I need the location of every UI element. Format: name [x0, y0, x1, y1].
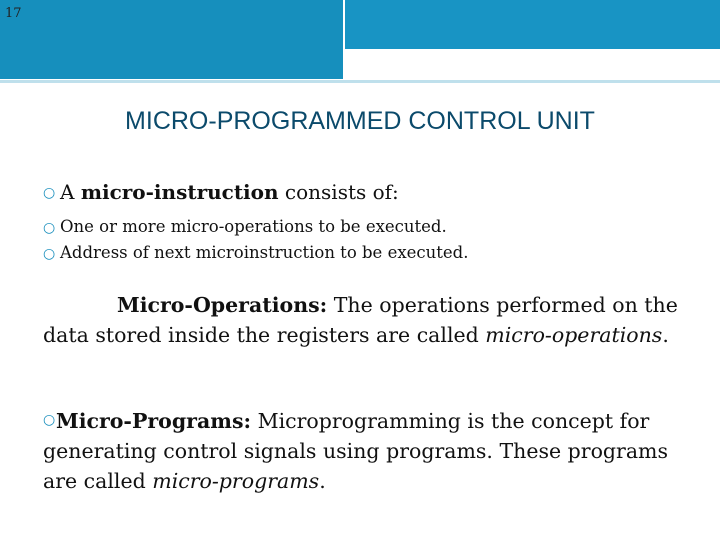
micro-programs-term: Micro-Programs:: [56, 409, 252, 433]
slide-title: MICRO-PROGRAMMED CONTROL UNIT: [125, 107, 595, 135]
open-circle-bullet-icon: ○: [43, 185, 56, 201]
slide-number: 17: [5, 6, 22, 21]
sub-item-micro-operations: One or more micro-operations to be executed.: [60, 217, 447, 236]
sub-item-next-address: Address of next microinstruction to be executed.: [60, 243, 469, 262]
header-divider: [0, 80, 720, 83]
micro-operations-paragraph: Micro-Operations: The operations performed on the data stored inside the registers are called micro-operations.: [43, 293, 678, 347]
header-banner-left: [0, 0, 343, 79]
micro-operations-term: Micro-Operations:: [117, 293, 328, 317]
micro-programs-paragraph: Micro-Programs: Microprogramming is the concept for generating control signals using programs. These programs are called micro-programs.: [43, 409, 669, 493]
micro-instruction-term: micro-instruction: [80, 180, 279, 204]
header-banner-right: [345, 0, 720, 49]
open-circle-bullet-icon: ○: [43, 412, 56, 428]
open-circle-bullet-icon: ○: [43, 246, 56, 262]
open-circle-bullet-icon: ○: [43, 220, 56, 236]
micro-instruction-line: A micro-instruction consists of:: [60, 180, 399, 204]
